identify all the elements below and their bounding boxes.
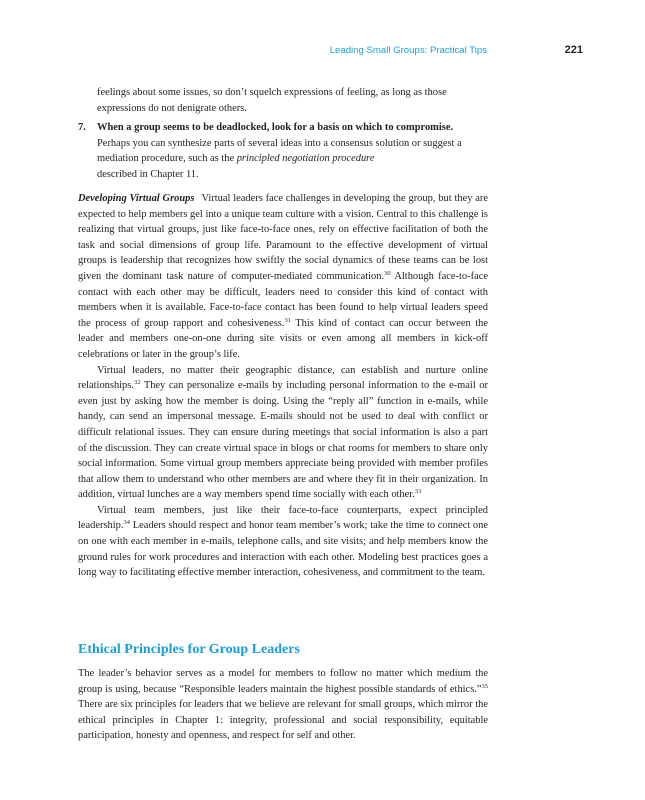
endnote-ref: 34 [123,519,131,527]
endnote-ref: 30 [384,269,391,277]
running-title: Leading Small Groups: Practical Tips [329,45,487,56]
endnote-ref: 32 [133,379,141,387]
paragraph-2: Virtual leaders, no matter their geographic distance, can establish and nurture online relationships.$^{32}$ They can personalize e-mails by including personal information to the e-mail or even just by asking how the member is doing. Using the “reply all” function in e-mails, while handy, can send an impersonal message. E-mails should not be used to deal with conflict or difficult relational issues. They can ensure during meetings that social information is also a part of the discussion. They can create virtual space in blogs or chat rooms for members to share only social information. Some virtual group members appreciate being provided with member profiles that allow them to understand who other members are and where they fit in their organization. In addition, virtual lunches are a way members spend time socially with each other.$^{33}$ [78,364,488,501]
page-number: 221 [564,44,583,56]
list-item-text [97,136,488,183]
section-heading: Ethical Principles for Group Leaders [78,642,300,657]
list-item-heading: When a group seems to be deadlocked, look for a basis on which to compromise. [97,122,454,133]
list-item-text-lead: Perhaps you can synthesize parts of several ideas into a consensus solution or suggest a mediation procedure, such as the [97,137,462,165]
endnote-ref: 31 [284,316,291,324]
running-header [0,45,645,59]
list-item-body [97,120,488,182]
ethics-paragraph: The leader’s behavior serves as a model for members to follow no matter which medium the group is using, because “Responsible leaders maintain the highest possible standards of ethics.”$^{35}$ There are six principles for leaders that we believe are relevant for small groups, which mirror the ethical principles in Chapter 1: integrity, professional and social responsibility, equitable participation, honesty and openness, and respect for self and other. [78,668,488,742]
virtual-groups-section [78,191,488,581]
endnote-ref: 33 [414,488,422,496]
continued-list-text: feelings about some issues, so don’t squelch expressions of feeling, as long as those expressions do not denigrate others. [97,87,447,114]
endnote-ref: 35 [481,682,488,690]
paragraph-1: Developing Virtual Groups Virtual leaders face challenges in developing the group, but they are expected to help members gel into a unique team culture with a vision. Central to this challenge is realizing that virtual groups, just like face-to-face ones, rely on effective facilitation of both the task and social dimensions of group life. Paramount to the effective development of virtual groups is leadership that recognizes how swiftly the social dynamics of these teams can be lost given the dominant task nature of computer-mediated communication.$^{30}$ Although face-to-face contact with each other may be difficult, leaders need to consider this kind of contact with members when it is available. Face-to-face contact has been found to help virtual leaders speed the process of group rapport and cohesiveness.$^{31}$ This kind of contact can occur between the leader and members one-on-one during site visits or even among all members in kick-off celebrations or later in the group’s life. [78,193,488,360]
list-item-text-tail: described in Chapter 11. [97,168,199,180]
italic-term: principled negotiation procedure [236,153,375,165]
run-in-heading: Developing Virtual Groups [78,193,195,204]
paragraph-3: Virtual team members, just like their face-to-face counterparts, expect principled leadership.$^{34}$ Leaders should respect and honor team member’s work; take the time to connect one on one with each member in e-mails, telephone calls, and site visits; and help members know the ground rules for work procedures and interaction with each other. Modeling best practices goes a long way to facilitating effective member interaction, cohesiveness, and commitment to the team. [78,504,488,579]
list-item-number: 7. [78,122,86,133]
